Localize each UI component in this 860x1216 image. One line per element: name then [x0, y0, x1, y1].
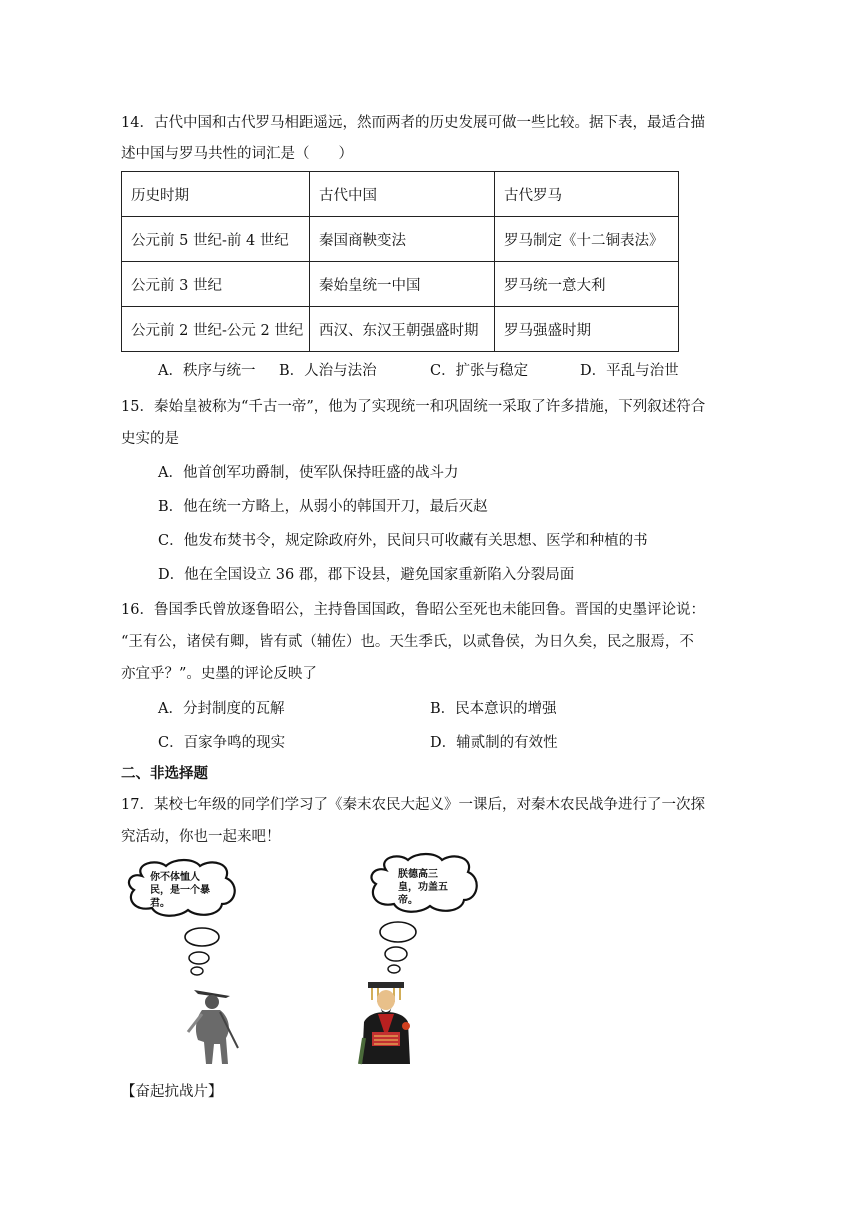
q16-option-b[interactable]: B．民本意识的增强 — [430, 701, 557, 717]
q14-option-c[interactable]: C．扩张与稳定 — [430, 363, 529, 379]
right-bubble-text: 朕德高三皇，功盖五帝。 — [398, 869, 448, 906]
emperor-figure-icon — [354, 978, 418, 1066]
q16-stem-line3: 亦宜乎？”。史墨的评论反映了 — [121, 666, 317, 682]
table-header-cell: 古代中国 — [310, 172, 495, 217]
q16-stem-line1: 16．鲁国季氏曾放逐鲁昭公，主持鲁国国政，鲁昭公至死也未能回鲁。晋国的史墨评论说： — [121, 602, 705, 618]
table-cell: 罗马制定《十二铜表法》 — [495, 217, 679, 262]
q14-option-d[interactable]: D．平乱与治世 — [580, 363, 679, 379]
q15-option-a[interactable]: A．他首创军功爵制，使军队保持旺盛的战斗力 — [158, 465, 459, 481]
table-cell: 秦始皇统一中国 — [310, 262, 495, 307]
table-header-cell: 古代罗马 — [495, 172, 679, 217]
q16-stem-line2: “王有公，诸侯有卿，皆有贰（辅佐）也。天生季氏，以贰鲁侯，为日久矣，民之服焉，不 — [121, 634, 694, 650]
table-row — [122, 307, 679, 352]
left-bubble-text: 你不体恤人民，是一个暴君。 — [150, 872, 210, 909]
history-comparison-table — [121, 171, 679, 352]
table-cell: 公元前 2 世纪-公元 2 世纪 — [122, 307, 310, 352]
table-header-row — [122, 172, 679, 217]
q16-option-a[interactable]: A．分封制度的瓦解 — [158, 701, 285, 717]
q17-subsection-title: 【奋起抗战片】 — [121, 1084, 223, 1100]
table-cell: 罗马强盛时期 — [495, 307, 679, 352]
q15-stem-line2: 史实的是 — [121, 431, 179, 447]
section-title: 二、非选择题 — [121, 765, 208, 782]
q14-stem-line1: 14．古代中国和古代罗马相距遥远，然而两者的历史发展可做一些比较。据下表，最适合描 — [121, 115, 705, 131]
q17-stem-line2: 究活动，你也一起来吧！ — [121, 829, 281, 845]
table-row — [122, 262, 679, 307]
table-header-cell: 历史时期 — [122, 172, 310, 217]
q17-stem-line1: 17．某校七年级的同学们学习了《秦末农民大起义》一课后，对秦木农民战争进行了一次探 — [121, 797, 705, 813]
q14-option-b[interactable]: B．人治与法治 — [279, 363, 377, 379]
table-cell: 公元前 5 世纪-前 4 世纪 — [122, 217, 310, 262]
table-cell: 公元前 3 世纪 — [122, 262, 310, 307]
table-row — [122, 217, 679, 262]
q15-stem-line1: 15．秦始皇被称为“千古一帝”，他为了实现统一和巩固统一采取了许多措施，下列叙述符合 — [121, 399, 706, 415]
rebel-figure-icon — [180, 982, 244, 1066]
table-cell: 西汉、东汉王朝强盛时期 — [310, 307, 495, 352]
q14-option-a[interactable]: A．秩序与统一 — [158, 363, 256, 379]
q15-option-b[interactable]: B．他在统一方略上，从弱小的韩国开刀，最后灭赵 — [158, 499, 488, 515]
q15-option-c[interactable]: C．他发布焚书令，规定除政府外，民间只可收藏有关思想、医学和种植的书 — [158, 533, 648, 549]
q15-option-d[interactable]: D．他在全国设立 36 郡，郡下设县，避免国家重新陷入分裂局面 — [158, 567, 575, 583]
right-thought-dots — [372, 920, 432, 976]
q16-option-c[interactable]: C．百家争鸣的现实 — [158, 735, 286, 751]
table-cell: 秦国商鞅变法 — [310, 217, 495, 262]
q16-option-d[interactable]: D．辅贰制的有效性 — [430, 735, 558, 751]
left-thought-dots — [178, 926, 234, 976]
table-cell: 罗马统一意大利 — [495, 262, 679, 307]
q14-stem-line2: 述中国与罗马共性的词汇是（ ） — [121, 146, 353, 162]
